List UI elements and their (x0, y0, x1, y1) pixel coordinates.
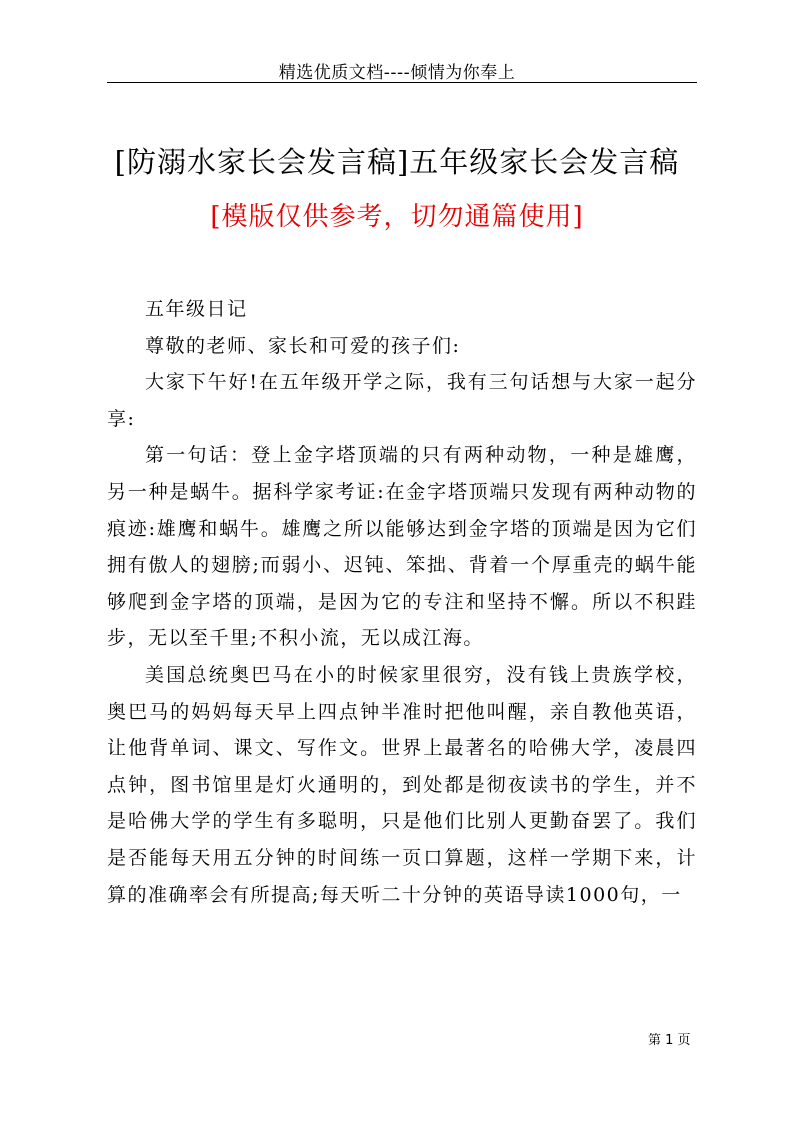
document-title: [防溺水家长会发言稿]五年级家长会发言稿 (114, 145, 680, 179)
paragraph-heading: 五年级日记 (145, 298, 248, 320)
header-divider (107, 82, 697, 83)
page-number: 第 1 页 (648, 1033, 691, 1048)
page-header: 精选优质文档----倾情为你奉上 (278, 63, 516, 83)
paragraph-salutation: 尊敬的老师、家长和可爱的孩子们: (145, 334, 461, 357)
document-body (107, 291, 697, 913)
paragraph-obama: 美国总统奥巴马在小的时候家里很穷，没有钱上贵族学校，奥巴马的妈妈每天早上四点钟半准时把他叫醒，亲自教他英语，让他背单词、课文、写作文。世界上最著名的哈佛大学，凌晨四点钟，图书馆里是灯火通明的，到处都是彻夜读书的学生，并不是哈佛大学的学生有多聪明，只是他们比别人更勤奋罢了。我们是否能每天用五分钟的时间练一页口算题，这样一学期下来，计算的准确率会有所提高;每天听二十分钟的英语导读1000句，一 (107, 663, 697, 906)
paragraph-greeting: 大家下午好!在五年级开学之际，我有三句话想与大家一起分享: (107, 371, 697, 430)
document-subtitle: [模版仅供参考，切勿通篇使用] (210, 202, 584, 232)
paragraph-first-saying: 第一句话：登上金字塔顶端的只有两种动物，一种是雄鹰，另一种是蜗牛。据科学家考证:在金字塔顶端只发现有两种动物的痕迹:雄鹰和蜗牛。雄鹰之所以能够达到金字塔的顶端是因为它们拥有傲人的翅膀;而弱小、迟钝、笨拙、背着一个厚重壳的蜗牛能够爬到金字塔的顶端，是因为它的专注和坚持不懈。所以不积跬步，无以至千里;不积小流，无以成江海。 (107, 444, 697, 650)
